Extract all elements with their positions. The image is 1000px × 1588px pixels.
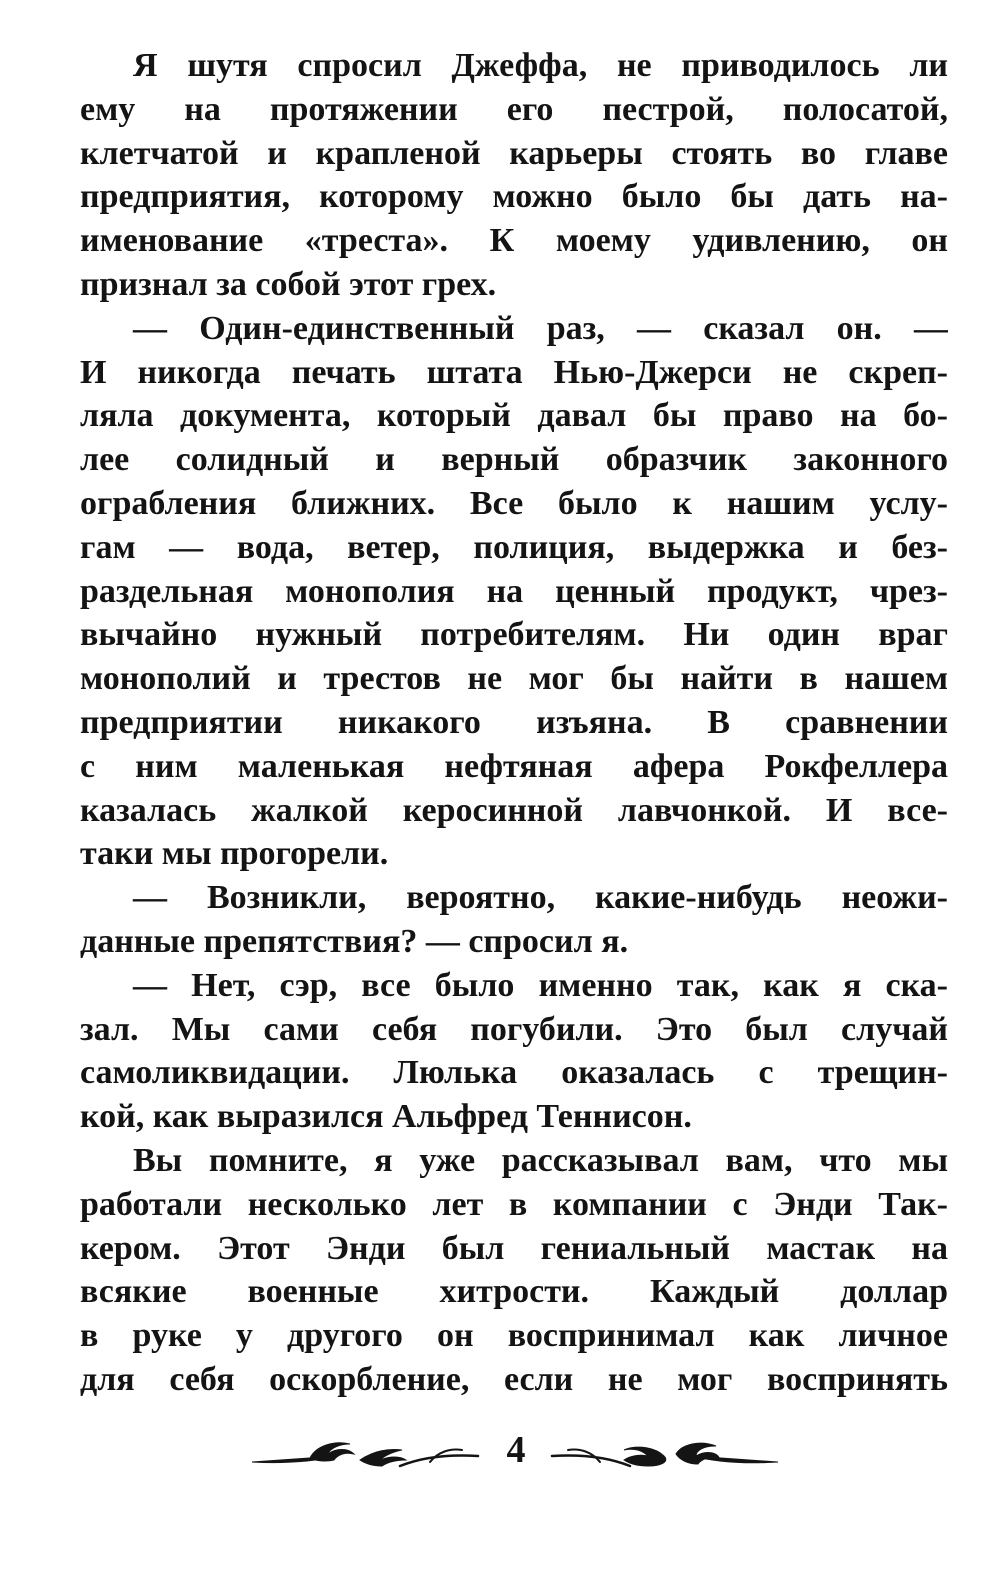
page-footer xyxy=(250,1428,780,1480)
text-line: вычайно нужный потребителям. Ни один враг xyxy=(80,616,948,654)
text-line: — Возникли, вероятно, какие-нибудь неожи- xyxy=(133,879,948,917)
text-line: кером. Этот Энди был гениальный мастак на xyxy=(80,1229,948,1267)
text-line: зал. Мы сами себя погубили. Это был случай xyxy=(80,1010,948,1048)
text-line: гам — вода, ветер, полиция, выдержка и без- xyxy=(80,528,948,566)
text-line: кой, как выразился Альфред Теннисон. xyxy=(80,1098,692,1136)
text-line: Вы помните, я уже рассказывал вам, что мы xyxy=(133,1141,948,1179)
body-text xyxy=(80,44,948,1402)
text-line: — Нет, сэр, все было именно так, как я ска- xyxy=(133,966,948,1004)
text-line: казалась жалкой керосинной лавчонкой. И все- xyxy=(80,791,948,829)
left-flourish-icon xyxy=(250,1436,480,1476)
text-line: именование «треста». К моему удивлению, он xyxy=(80,222,948,260)
text-line: предприятия, которому можно было бы дать на- xyxy=(80,178,948,216)
right-flourish-icon xyxy=(550,1436,780,1476)
text-line: — Один-единственный раз, — сказал он. — xyxy=(133,309,948,347)
text-line: клетчатой и крапленой карьеры стоять во главе xyxy=(80,134,948,172)
text-line: работали несколько лет в компании с Энди Так- xyxy=(80,1185,948,1223)
text-line: ему на протяжении его пестрой, полосатой, xyxy=(80,90,948,128)
page-number: 4 xyxy=(506,1429,526,1471)
text-line: предприятии никакого изъяна. В сравнении xyxy=(80,703,948,741)
text-line: самоликвидации. Люлька оказалась с трещин- xyxy=(80,1054,948,1092)
text-line: монополий и трестов не мог бы найти в нашем xyxy=(80,660,948,698)
text-line: ограбления ближних. Все было к нашим услу- xyxy=(80,484,948,522)
text-line: ляла документа, который давал бы право на бо- xyxy=(80,397,948,435)
text-line: в руке у другого он воспринимал как личное xyxy=(80,1317,948,1355)
text-line: таки мы прогорели. xyxy=(80,835,389,873)
text-line: лее солидный и верный образчик законного xyxy=(80,441,948,479)
text-line: с ним маленькая нефтяная афера Рокфеллера xyxy=(80,747,948,785)
text-line: для себя оскорбление, если не мог воспринять xyxy=(80,1360,948,1398)
text-line: всякие военные хитрости. Каждый доллар xyxy=(80,1273,948,1311)
text-line: Я шутя спросил Джеффа, не приводилось ли xyxy=(133,47,948,84)
text-line: раздельная монополия на ценный продукт, чрез- xyxy=(80,572,948,610)
text-line: данные препятствия? — спросил я. xyxy=(80,922,629,960)
text-line: признал за собой этот грех. xyxy=(80,265,497,303)
text-line: И никогда печать штата Нью-Джерси не скреп- xyxy=(80,353,948,391)
